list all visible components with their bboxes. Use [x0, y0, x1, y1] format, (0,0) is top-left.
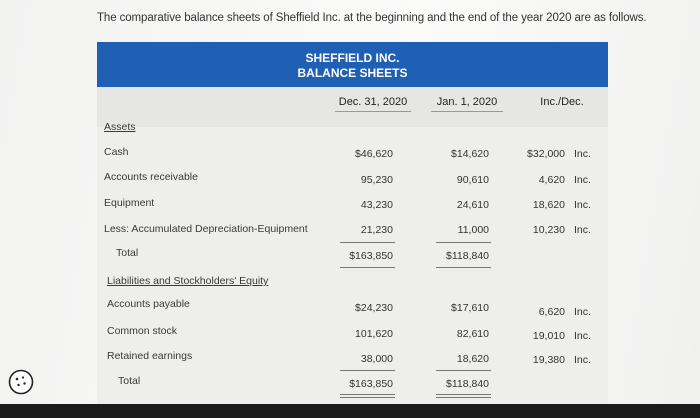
total-rule-dec	[340, 267, 395, 268]
row-label-cash: Cash	[104, 146, 129, 158]
cash-direction: Inc.	[574, 148, 591, 160]
subtotal-rule-jan	[436, 242, 491, 243]
row-label-accounts-receivable: Accounts receivable	[104, 171, 198, 183]
accounts-payable-jan: $17,610	[451, 302, 489, 314]
liabilities-total-double-rule-dec	[340, 397, 395, 398]
row-label-common-stock: Common stock	[107, 325, 178, 337]
accumulated-depreciation-dec: 21,230	[360, 224, 393, 236]
accounts-receivable-dec: 95,230	[360, 174, 393, 186]
common-stock-jan: 82,610	[456, 328, 489, 340]
equipment-direction: Inc.	[574, 199, 591, 211]
liabilities-total-jan: $118,840	[445, 378, 489, 390]
equipment-dec: 43,230	[360, 199, 393, 211]
column-header-jan: Jan. 1, 2020	[431, 96, 503, 112]
assets-heading: Assets	[104, 121, 136, 133]
accumulated-depreciation-change: 10,230	[532, 224, 565, 236]
equipment-change: 18,620	[532, 199, 565, 211]
subtotal-rule-dec	[340, 242, 395, 243]
row-label-accumulated-depreciation: Less: Accumulated Depreciation-Equipment	[104, 223, 308, 235]
liabilities-subtotal-rule-dec	[340, 370, 395, 371]
accumulated-depreciation-jan: 11,000	[457, 224, 489, 236]
liabilities-total-rule-dec	[340, 394, 395, 395]
total-rule-jan	[436, 267, 491, 268]
row-label-retained-earnings: Retained earnings	[107, 350, 193, 362]
liabilities-total-label: Total	[118, 375, 141, 387]
accumulated-depreciation-direction: Inc.	[574, 224, 591, 236]
cookie-icon[interactable]	[8, 369, 34, 395]
row-label-equipment: Equipment	[104, 197, 155, 209]
liabilities-total-rule-jan	[436, 394, 491, 395]
retained-earnings-dec: 38,000	[360, 353, 393, 365]
balance-sheet-table	[97, 42, 608, 404]
accounts-payable-direction: Inc.	[574, 306, 591, 318]
liabilities-total-dec: $163,850	[349, 378, 393, 390]
common-stock-dec: 101,620	[355, 328, 393, 340]
bottom-bar	[0, 404, 700, 418]
assets-total-jan: $118,840	[445, 250, 489, 262]
retained-earnings-change: 19,380	[532, 354, 565, 366]
liabilities-total-double-rule-jan	[436, 397, 491, 398]
column-header-change: Inc./Dec.	[540, 96, 584, 108]
retained-earnings-direction: Inc.	[574, 354, 591, 366]
liabilities-subtotal-rule-jan	[436, 370, 491, 371]
table-header	[97, 42, 608, 87]
accounts-receivable-change: 4,620	[538, 174, 565, 186]
cash-change: $32,000	[527, 148, 565, 160]
retained-earnings-jan: 18,620	[456, 353, 489, 365]
accounts-receivable-direction: Inc.	[574, 174, 591, 186]
accounts-payable-change: 6,620	[538, 306, 565, 318]
statement-title: BALANCE SHEETS	[297, 66, 408, 80]
accounts-payable-dec: $24,230	[355, 302, 393, 314]
equipment-jan: 24,610	[456, 199, 489, 211]
assets-total-label: Total	[116, 247, 139, 259]
common-stock-direction: Inc.	[574, 330, 591, 342]
column-header-dec: Dec. 31, 2020	[335, 96, 411, 112]
liabilities-heading: Liabilities and Stockholders' Equity	[107, 275, 269, 287]
row-label-accounts-payable: Accounts payable	[107, 298, 190, 310]
common-stock-change: 19,010	[532, 330, 565, 342]
cash-dec: $46,620	[355, 148, 393, 160]
cash-jan: $14,620	[451, 148, 489, 160]
problem-statement: The comparative balance sheets of Sheffield Inc. at the beginning and the end of the year 2020 are as follows.	[97, 12, 647, 24]
assets-total-dec: $163,850	[349, 250, 393, 262]
accounts-receivable-jan: 90,610	[456, 174, 489, 186]
company-name: SHEFFIELD INC.	[305, 51, 400, 65]
